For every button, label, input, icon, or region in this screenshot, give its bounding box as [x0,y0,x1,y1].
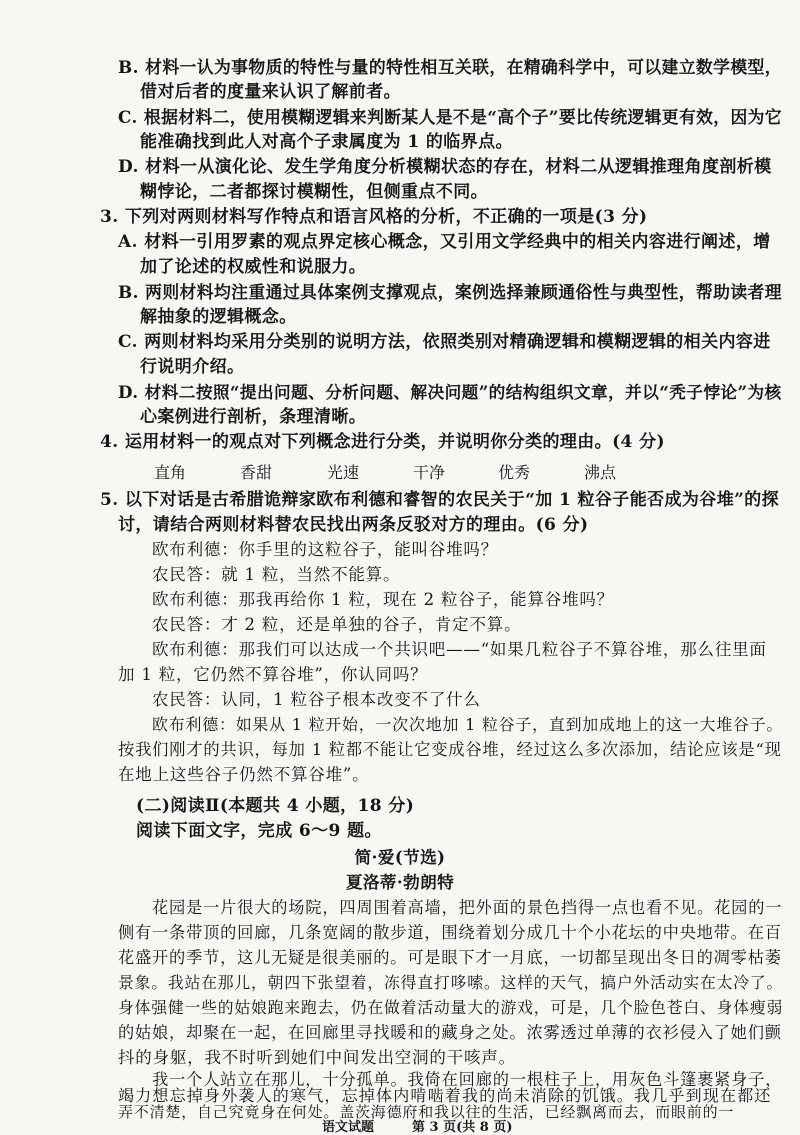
q2-option-b-line1: B. 材料一认为事物质的特性与量的特性相互关联，在精确科学中，可以建立数学模型， [118,57,782,77]
q3-option-a-line1: A. 材料一引用罗素的观点界定核心概念，又引用文学经典中的相关内容进行阐述，增 [118,232,771,252]
passage-line: 身体强健一些的姑娘跑来跑去，仍在做着活动量大的游戏，可是，几个脸色苍白、身体瘦弱 [118,998,784,1017]
q5-stem-line2: 讨，请结合两则材料替农民找出两条反驳对方的理由。(6 分) [118,515,589,535]
q4-term: 沸点 [584,463,617,482]
q5-dialogue-line: 农民答：才 2 粒，还是单独的谷子，肯定不算。 [152,615,522,634]
q4-stem: 4. 运用材料一的观点对下列概念进行分类，并说明你分类的理由。(4 分) [100,432,665,452]
q5-dialogue-line: 按我们刚才的共识，每加 1 粒都不能让它变成谷堆，经过这么多次添加，结论应该是“现 [118,740,782,759]
q2-option-b-line2: 借对后者的度量来认识了解前者。 [140,82,401,102]
passage-line: 弄不清楚，自己究竟身在何处。盖茨海德府和我以往的生活，已经飘离而去，而眼前的一 [118,1103,735,1121]
q3-option-b-line2: 解抽象的逻辑概念。 [140,307,297,327]
q5-dialogue-line: 在地上这些谷子仍然不算谷堆”。 [118,765,370,784]
passage-line: 花盛开的季节，这儿无疑是很美丽的。可是眼下才一月底，一切都呈现出冬日的凋零枯萎 [118,948,782,967]
passage-line: 景象。我站在那儿，朝四下张望着，冻得直打哆嗦。这样的天气，搞户外活动实在太冷了。 [118,973,784,992]
q5-dialogue-line: 欧布利德：如果从 1 粒开始，一次次地加 1 粒谷子，直到加成地上的这一大堆谷子。 [152,715,784,734]
passage-line: 竭力想忘掉身外袭人的寒气，忘掉体内啃啮着我的尚未消除的饥饿。我几乎到现在都还 [118,1086,772,1105]
passage-title: 简·爱(节选) [354,847,446,867]
q2-option-c-line2: 能准确找到此人对高个子隶属度为 1 的临界点。 [140,132,513,152]
q2-option-d-line2: 糊悖论，二者都探讨模糊性，但侧重点不同。 [140,182,488,202]
q4-term: 优秀 [498,463,531,482]
q5-stem-line1: 5. 以下对话是古希腊诡辩家欧布利德和睿智的农民关于“加 1 粒谷子能否成为谷堆”的探 [100,490,780,510]
q2-option-c-line1: C. 根据材料二，使用模糊逻辑来判断某人是不是“高个子”要比传统逻辑更有效，因为它 [118,107,782,127]
passage-author: 夏洛蒂·勃朗特 [345,872,455,892]
q5-dialogue-line: 欧布利德：那我们可以达成一个共识吧——“如果几粒谷子不算谷堆，那么往里面 [152,640,767,659]
q5-dialogue-line: 加 1 粒，它仍然不算谷堆”，你认同吗？ [118,665,428,684]
q3-option-c-line1: C. 两则材料均采用分类别的说明方法，依照类别对精确逻辑和模糊逻辑的相关内容进 [118,332,771,352]
q4-term: 干净 [413,463,446,482]
q3-option-b-line1: B. 两则材料均注重通过具体案例支撑观点，案例选择兼顾通俗性与典型性，帮助读者理 [118,282,782,302]
passage-line: 花园是一片很大的场院，四周围着高墙，把外面的景色挡得一点也看不见。花园的一 [152,898,783,917]
section-heading: (二)阅读Ⅱ(本题共 4 小题，18 分) [136,796,415,816]
passage-line: 我一个人站立在那儿，十分孤单。我倚在回廊的一根柱子上，用灰色斗篷裹紧身子， [152,1070,783,1089]
q3-option-c-line2: 行说明介绍。 [140,357,245,377]
section-instruction: 阅读下面文字，完成 6～9 题。 [136,821,382,841]
passage-line: 抖的身躯，我不时听到她们中间发出空洞的干咳声。 [118,1048,516,1067]
q5-dialogue-line: 农民答：认同，1 粒谷子根本改变不了什么 [152,690,481,709]
q5-dialogue-line: 农民答：就 1 粒，当然不能算。 [152,565,401,584]
q4-term: 直角 [154,463,187,482]
q3-option-a-line2: 加了论述的权威性和说服力。 [140,257,367,277]
passage-line: 的姑娘，却聚在一起，在回廊里寻找暖和的藏身之处。浓雾透过单薄的衣衫侵入了她们颤 [118,1023,782,1042]
q3-option-d-line2: 心案例进行剖析，条理清晰。 [140,407,367,427]
q4-term: 香甜 [240,463,273,482]
q4-term: 光速 [327,463,360,482]
footer-page-number: 第 3 页(共 8 页) [412,1120,513,1135]
footer-subject: 语文试题 [322,1120,375,1135]
q5-dialogue-line: 欧布利德：你手里的这粒谷子，能叫谷堆吗？ [152,540,498,559]
q3-stem: 3. 下列对两则材料写作特点和语言风格的分析，不正确的一项是(3 分) [100,207,648,227]
q5-dialogue-line: 欧布利德：那我再给你 1 粒，现在 2 粒谷子，能算谷堆吗？ [152,590,614,609]
q2-option-d-line1: D. 材料一从演化论、发生学角度分析模糊状态的存在，材料二从逻辑推理角度剖析模 [118,157,772,177]
passage-line: 侧有一条带顶的回廊，几条宽阔的散步道，围绕着划分成几十个小花坛的中央地带。在百 [118,923,782,942]
q3-option-d-line1: D. 材料二按照“提出问题、分析问题、解决问题”的结构组织文章，并以“秃子悖论”为核 [118,382,782,402]
